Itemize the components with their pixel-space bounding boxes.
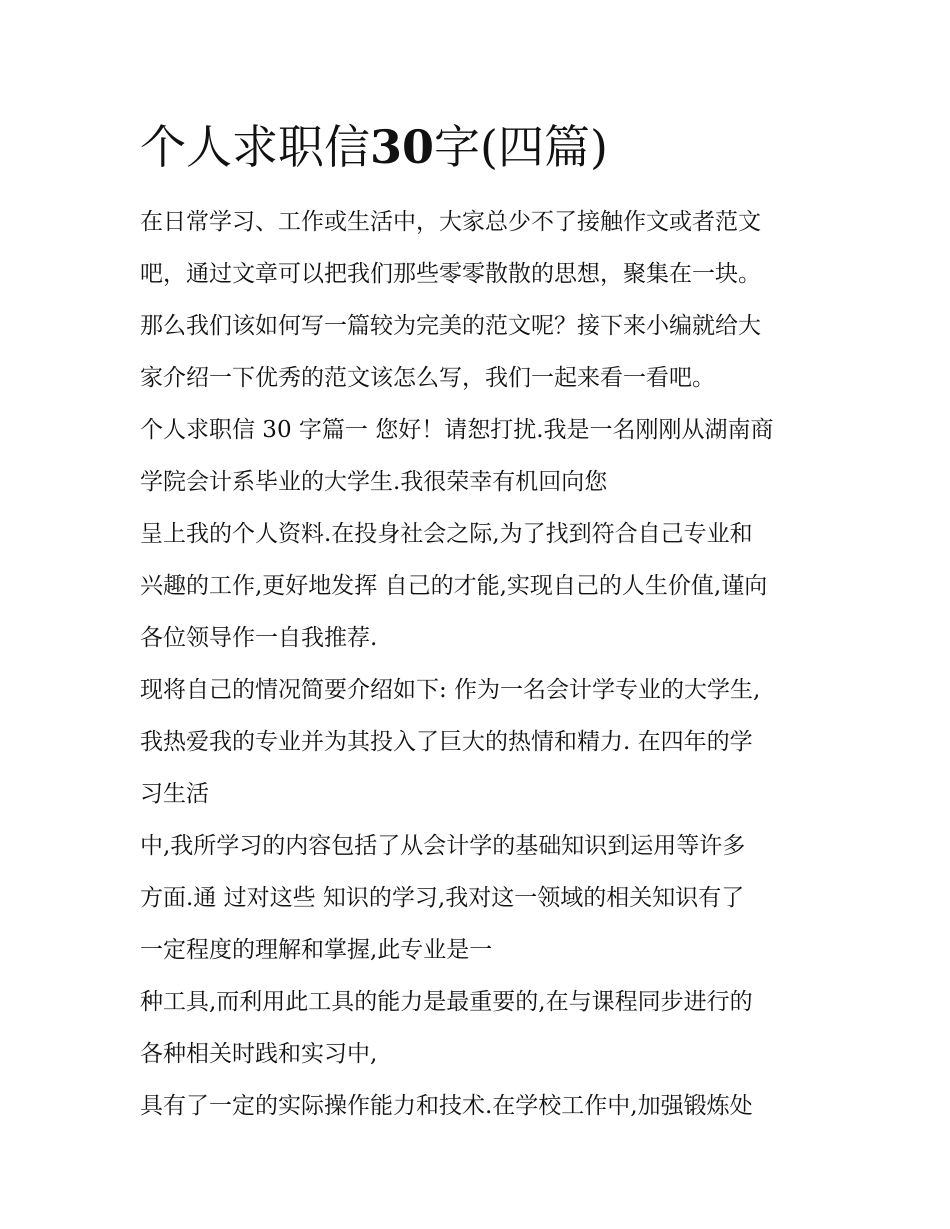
text-line: 家介绍一下优秀的范文该怎么写，我们一起来看一看吧。 [140,365,715,391]
text-line: 种工具,而利用此工具的能力是最重要的,在与课程同步进行的 [140,989,753,1015]
title-number: 30 [370,120,435,174]
text-line: 在日常学习、工作或生活中，大家总少不了接触作文或者范文 [140,209,761,235]
text-line: 吧，通过文章可以把我们那些零零散散的思想，聚集在一块。 [140,261,761,287]
text-line: 呈上我的个人资料.在投身社会之际,为了找到符合自己专业和 [140,521,753,547]
text-line: 中,我所学习的内容包括了从会计学的基础知识到运用等许多 [140,833,746,859]
text-line: 一定程度的理解和掌握,此专业是一 [140,937,493,963]
page-title [140,112,608,182]
document-body [140,196,820,1132]
text-line: 方面.通 过对这些 知识的学习,我对这一领域的相关知识有了 [140,885,745,911]
text-line: 各种相关时践和实习中, [140,1041,378,1067]
text-line: 现将自己的情况简要介绍如下: 作为一名会计学专业的大学生, [140,677,761,703]
title-text-part3: 字(四篇) [434,120,608,174]
text-line: 学院会计系毕业的大学生.我很荣幸有机回向您 [140,469,608,495]
title-text-part1: 个人求职信 [140,120,370,174]
text-line: 兴趣的工作,更好地发挥 自己的才能,实现自己的人生价值,谨向 [140,573,768,599]
text-line: 具有了一定的实际操作能力和技术.在学校工作中,加强锻炼处 [140,1093,753,1119]
text-line: 那么我们该如何写一篇较为完美的范文呢？接下来小编就给大 [140,313,761,339]
text-line: 习生活 [140,781,209,807]
text-line: 各位领导作一自我推荐. [140,625,378,651]
text-line: 个人求职信 30 字篇一 您好！请恕打扰.我是一名刚刚从湖南商 [140,417,774,443]
text-line: 我热爱我的专业并为其投入了巨大的热情和精力. 在四年的学 [140,729,753,755]
